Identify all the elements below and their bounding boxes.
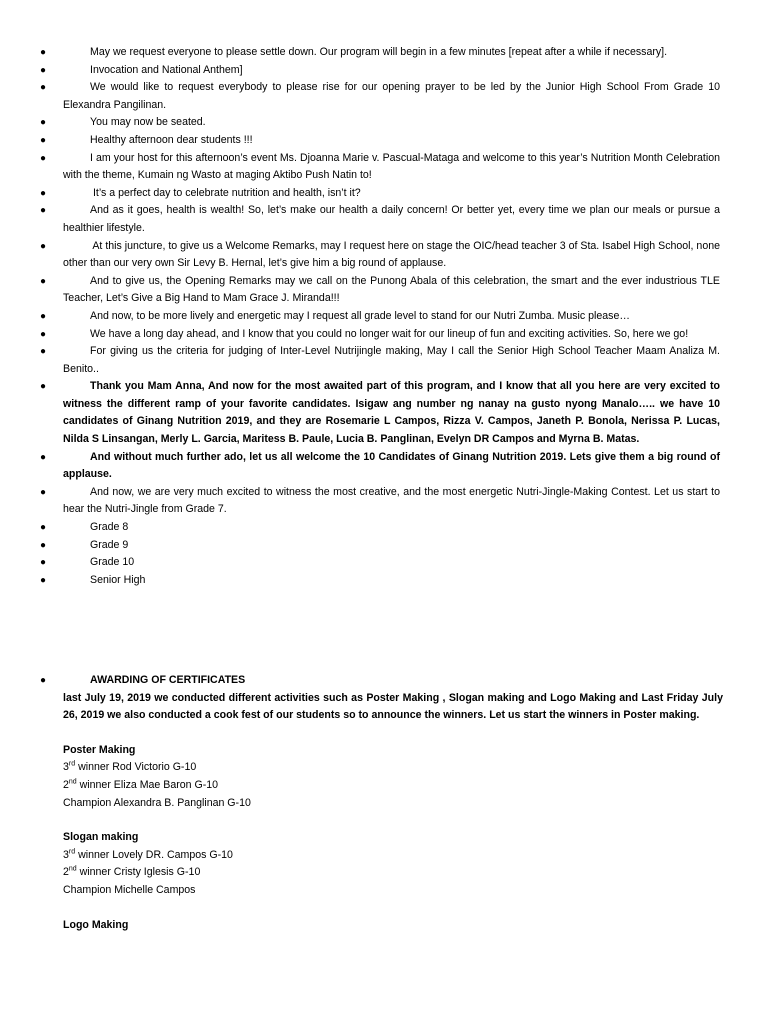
program-script-list [0, 44, 768, 589]
ordinal-suffix: nd [68, 778, 77, 786]
ordinal-number: 2 [63, 866, 69, 879]
ordinal-suffix: nd [68, 865, 77, 873]
bullet-icon: ● [40, 522, 47, 534]
bullet-icon: ● [40, 557, 47, 569]
item-text: And now, to be more lively and energetic may I request all grade level to stand for our Nutri Zumba. Music please… [90, 309, 630, 322]
bullet-icon: ● [40, 310, 47, 322]
list-item [0, 62, 768, 80]
poster-champion: Champion Alexandra B. Panglinan G-10 [63, 796, 251, 809]
slogan-second-winner [63, 864, 723, 882]
list-item [0, 449, 768, 484]
list-item [0, 238, 768, 273]
poster-third-winner [63, 759, 723, 777]
ordinal-number: 3 [63, 761, 69, 774]
list-item [0, 202, 768, 237]
bullet-icon: ● [40, 346, 47, 358]
list-item [0, 554, 768, 572]
awarding-lead-paragraph: last July 19, 2019 we conducted different activities such as Poster Making , Slogan making and Logo Making and Last Friday July 26, 2019 we also conducted a cook fest of our students so to announce the winners. Let us start the winners in Poster making. [63, 691, 723, 722]
list-item [0, 132, 768, 150]
awarding-section [40, 672, 723, 934]
bullet-icon: ● [40, 539, 47, 551]
item-text: May we request everyone to please settle down. Our program will begin in a few minutes [repeat after a while if necessary]. [90, 46, 668, 58]
list-item [0, 79, 768, 114]
list-item [0, 308, 768, 326]
list-item [0, 185, 768, 203]
poster-making-title: Poster Making [63, 743, 136, 756]
list-item [0, 44, 768, 62]
list-item [0, 519, 768, 537]
winner-text: winner Lovely DR. Campos G-10 [75, 848, 233, 861]
bullet-icon: ● [40, 47, 47, 58]
item-text: And now, we are very much excited to witness the most creative, and the most energetic Nutri-Jingle-Making Contest. Let us start to hear the Nutri-Jingle from Grade 7. [63, 485, 720, 516]
winner-text: winner Cristy Iglesis G-10 [76, 866, 201, 879]
list-item [0, 484, 768, 519]
poster-second-winner [63, 777, 723, 795]
item-text: For giving us the criteria for judging of Inter-Level Nutrijingle making, May I call the Senior High School Teacher Maam Analiza M. Benito.. [63, 345, 720, 375]
item-text: Grade 9 [90, 538, 129, 551]
item-text: I am your host for this afternoon’s event Ms. Djoanna Marie v. Pascual-Mataga and welcome to this year’s Nutrition Month Celebration with the theme, Kumain ng Wasto at maging Aktibo Push Natin to! [63, 151, 720, 182]
list-item [0, 114, 768, 132]
item-text: We would like to request everybody to please rise for our opening prayer to be led by the Junior High School From Grade 10 Elexandra Pangilinan. [63, 81, 720, 111]
bullet-icon: ● [40, 205, 47, 217]
list-item [0, 273, 768, 308]
bullet-icon: ● [40, 240, 47, 252]
logo-making-title: Logo Making [63, 918, 129, 931]
item-text: And without much further ado, let us all welcome the 10 Candidates of Ginang Nutrition 2019. Lets give them a big round of applause. [63, 450, 720, 481]
item-text: You may now be seated. [90, 116, 206, 129]
bullet-icon: ● [40, 675, 47, 686]
bullet-icon: ● [40, 451, 47, 463]
item-text: It’s a perfect day to celebrate nutrition and health, isn’t it? [90, 186, 361, 199]
list-item [0, 343, 768, 378]
ordinal-suffix: rd [68, 760, 76, 768]
bullet-icon: ● [40, 187, 47, 199]
item-text: Senior High [90, 573, 146, 586]
list-item [0, 378, 768, 448]
bullet-icon: ● [40, 64, 47, 76]
bullet-icon: ● [40, 328, 47, 340]
winner-text: winner Rod Victorio G-10 [75, 761, 197, 774]
item-text: At this juncture, to give us a Welcome Remarks, may I request here on stage the OIC/head teacher 3 of Sta. Isabel High School, none other than our very own Sir Levy B. Hernal, let’s give him a big round of applause. [63, 239, 720, 270]
ordinal-number: 2 [63, 778, 69, 791]
bullet-icon: ● [40, 574, 47, 586]
slogan-third-winner [63, 847, 723, 865]
bullet-icon: ● [40, 134, 47, 146]
awarding-heading-text: AWARDING OF CERTIFICATES [90, 674, 246, 686]
winner-text: winner Eliza Mae Baron G-10 [76, 778, 219, 791]
item-text: Healthy afternoon dear students !!! [90, 133, 253, 146]
slogan-making-title: Slogan making [63, 831, 139, 844]
item-text: Grade 8 [90, 521, 129, 534]
bullet-icon: ● [40, 275, 47, 287]
list-item [0, 572, 768, 590]
bullet-icon: ● [40, 152, 47, 164]
item-text: Invocation and National Anthem] [90, 63, 243, 76]
item-text: Grade 10 [90, 556, 135, 569]
awarding-heading [40, 672, 723, 690]
list-item [0, 537, 768, 555]
bullet-icon: ● [40, 486, 47, 498]
list-item [0, 326, 768, 344]
ordinal-number: 3 [63, 848, 69, 861]
item-text: We have a long day ahead, and I know that you could no longer wait for our lineup of fun and exciting activities. So, here we go! [90, 327, 689, 340]
item-text: And to give us, the Opening Remarks may we call on the Punong Abala of this celebration, the smart and the ever industrious TLE Teacher, Let’s Give a Big Hand to Mam Grace J. Miranda!!! [63, 274, 720, 305]
item-text: And as it goes, health is wealth! So, let’s make our health a daily concern! Or better yet, every time we plan our meals or pursue a healthier lifestyle. [63, 204, 720, 234]
item-text: Thank you Mam Anna, And now for the most awaited part of this program, and I know that all you here are very excited to witness the different ramp of your favorite candidates. Isigaw ang number ng nanay na gusto nyong Manalo….. we have 10 candidates of Ginang Nutrition 2019, and they are Rosemarie L Campos, Rizza V. Campos, Janeth P. Bonola, Nerissa P. Lucas, Nilda S Linsangan, Merly L. Garcia, Maritess B. Paule, Lucia B. Panglinan, Evelyn DR Campos and Myrna B. Matas. [63, 380, 720, 446]
bullet-icon: ● [40, 82, 47, 94]
slogan-champion: Champion Michelle Campos [63, 883, 196, 896]
ordinal-suffix: rd [68, 848, 76, 856]
bullet-icon: ● [40, 117, 47, 129]
bullet-icon: ● [40, 381, 47, 393]
list-item [0, 150, 768, 185]
